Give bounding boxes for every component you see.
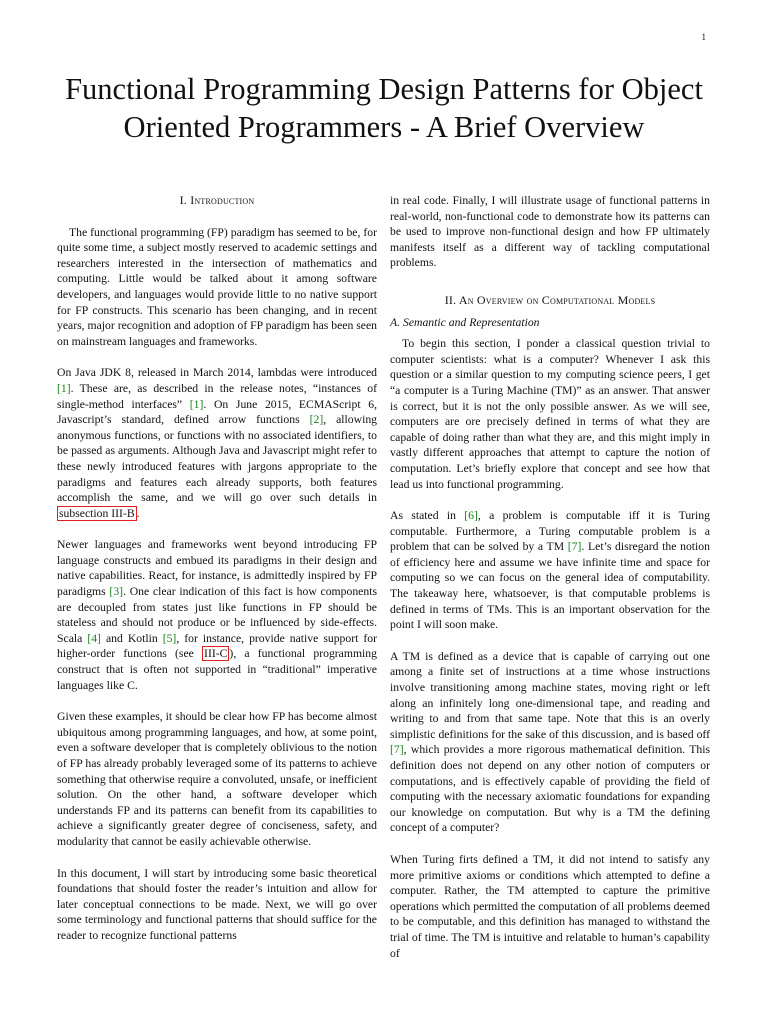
citation-link[interactable]: [5] <box>162 631 177 645</box>
subsection-heading: A. Semantic and Representation <box>390 315 540 329</box>
citation-link[interactable]: [1] <box>189 397 204 411</box>
paragraph: A TM is defined as a device that is capable of carrying out one among a finite set of instructions at a time whose instructions involve transitioning among machine states, moving right or left along an infinitely long one-dimensional tape, and reading and writing to and from that same tape. Note that this is an overly simplistic definitions for the sake of this discussion, and is based off [7], which provides a more rigorous mathematical definition. This definition does not depend on any other notion of computers or computations, and is effectively capable of providing the field of computing with the necessary axiomatic foundations for expanding our knowledge on computation. But why is a TM the defining concept of a computer? <box>390 649 710 835</box>
paragraph: in real code. Finally, I will illustrate usage of functional patterns in real-world, non-functional code to demonstrate how its patterns can be used to improve non-functional design and how FP ultimately manifests itself as a different way of tackling computational problems. <box>390 194 710 270</box>
paragraph: To begin this section, I ponder a classical question trivial to computer scientists: what is a computer? Whenever I ask this question or a similar question to my computing science peers, I get “a computer is a Turing Machine (TM)” as an answer. That answer is correct, but it is not the only possible answer. As we will see, computers are ore precisely defined in terms of what they are capable of doing rather than what they are, and this might imply in vastly different approaches that attempt to capture the notion of computation. Let’s briefly explore that concept and see how that lead us into functional programming. <box>390 337 710 491</box>
paragraph: On Java JDK 8, released in March 2014, lambdas were introduced [1]. These are, as described in the release notes, “instances of single-method interfaces” [1]. On June 2015, ECMAScript 6, Javascript’s standard, defined arrow functions [2], allowing anonymous functions, or functions with no associated identifiers, to be passed as arguments. Although Java and Javascript might refer to these newly introduced features with jargons appropriate to the paradigms and features each already supports, both features accomplish the same, and we will go over such details in subsection III-B . <box>57 366 378 520</box>
paragraph: When Turing firts defined a TM, it did not intend to satisfy any more primitive axioms or conditions which attempted to define a computer. Rather, the TM attempted to capture the primitive operations which permitted the computation of all problems deemed to be computable, and this definition has managed to withstand the trial of time. The TM is intuitive and relatable to human’s capability of <box>390 852 710 960</box>
paragraph: Newer languages and frameworks went beyond introducing FP language constructs and embued its paradigms in their design and native capabilities. React, for instance, is admittedly inspired by FP paradigms [3]. One clear indication of this fact is how components are decoupled from states just like functions in FP should be stateless and should not produce or be influenced by side-effects. Scala [4] and Kotlin [5], for instance, provide native support for higher-order functions (see III-C ), a functional programming construct that is often not supported in “traditional” imperative languages like C. <box>57 538 378 692</box>
paragraph: The functional programming (FP) paradigm has seemed to be, for quite some time, a subject mostly reserved to academic settings and researchers interested in the intersection of mathematics and computing. Little would be talked about it among software developers, and languages would provide little to no native support for FP constructs. This scenario has been changing, and in recent years, major recognition and adoption of FP paradigm has been seen on mainstream languages and frameworks. <box>57 225 377 348</box>
citation-link[interactable]: [4] <box>87 631 101 645</box>
paragraph: Given these examples, it should be clear how FP has become almost ubiquitous among programming languages, and how, at some point, even a software developer that is completely oblivious to the notion of FP has already probably leveraged some of its patterns to achieve something that otherwise require a convoluted, unsafe, or inefficient solution. On the other hand, a software developer which understands FP and its patterns can benefit from its capabilities to achieve a significantly greater degree of conciseness, safety, and modularity that cannot be easily achievable otherwise. <box>57 710 377 848</box>
page-number: 1 <box>701 32 706 42</box>
citation-link[interactable]: [3] <box>109 585 124 599</box>
right-column <box>390 193 710 977</box>
paragraph: As stated in [6], a problem is computable iff it is Turing computable. Furthermore, a Turing computable problem is a problem that can be solved by a TM [7]. Let’s disregard the notion of efficiency here and assume we have infinite time and space for computing so we can focus on the general idea of computability. The takeaway here, whatsoever, is that computable problems is defined in terms of TMs. This is an important observation for the point I will soon make. <box>390 509 710 632</box>
left-column <box>57 193 377 960</box>
paragraph: In this document, I will start by introducing some basic theoretical foundations that should foster the reader’s intuition and allow for later conceptual connections to be made. Next, we will go over some terminology and functional patterns that should suffice for the reader to recognize functional patterns <box>57 866 377 942</box>
citation-link[interactable]: [6] <box>464 509 478 523</box>
citation-link[interactable]: [2] <box>309 413 324 427</box>
citation-link[interactable]: [7] <box>567 540 582 554</box>
paper-title: Functional Programming Design Patterns for Object Oriented Programmers - A Brief Overview <box>65 72 703 144</box>
cross-reference-link[interactable]: III-C <box>204 647 228 661</box>
citation-link[interactable]: [7] <box>390 743 404 757</box>
citation-link[interactable]: [1] <box>57 381 71 395</box>
section-heading-introduction: I. Introduction <box>179 193 255 207</box>
section-heading-computational-models: II. An Overview on Computational Models <box>444 292 656 307</box>
cross-reference-link[interactable]: subsection III-B <box>59 506 135 520</box>
